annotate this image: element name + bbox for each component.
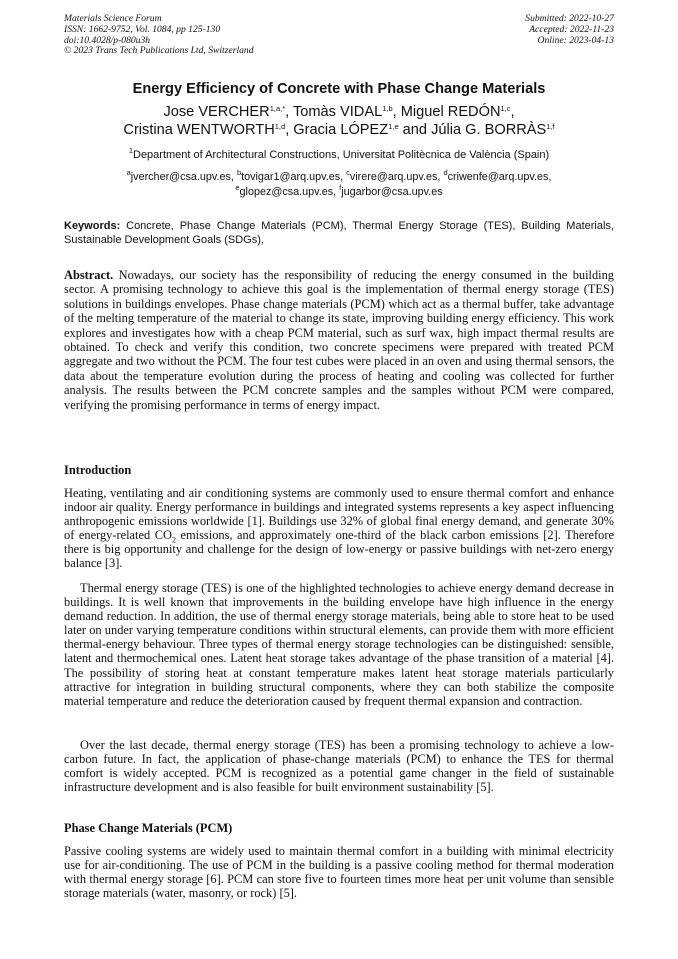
email-sup: f xyxy=(339,183,342,192)
email-sup: b xyxy=(236,168,242,177)
author-line-1 xyxy=(0,103,678,121)
author-name: Jose VERCHER xyxy=(163,104,270,120)
email-link[interactable]: tovigar1@arq.upv.es, xyxy=(241,171,347,183)
copyright-line: © 2023 Trans Tech Publications Ltd, Switzerland xyxy=(64,45,254,57)
author-sup: 1,d xyxy=(274,122,286,131)
doi-line: doi:10.4028/p-080u3h xyxy=(64,34,151,46)
author-sup: 1,e xyxy=(388,122,399,131)
keywords-block xyxy=(64,219,614,247)
author-name: and Júlia G. BORRÀS xyxy=(398,122,547,138)
online-date: Online: 2023-04-13 xyxy=(537,34,614,46)
pcm-heading: Phase Change Materials (PCM) xyxy=(64,821,233,835)
email-sup: a xyxy=(126,168,131,177)
author-name: , Tomàs VIDAL xyxy=(285,104,383,120)
introduction-paragraph-3: Over the last decade, thermal energy storage (TES) has been a promising technology to achieve a low-carbon future. In fact, the application of phase-change materials (PCM) to enhance the TES for thermal comfort is widely accepted. PCM is recognized as a potential game changer in the field of sustainable infrastructure development and is also feasible for built environment sustainability [5]. xyxy=(64,738,614,795)
introduction-paragraph-1 xyxy=(64,486,614,571)
email-link[interactable]: glopez@csa.upv.es, xyxy=(239,186,340,198)
author-sup: 1,b xyxy=(382,104,393,113)
email-sup: d xyxy=(443,168,448,177)
email-sup: e xyxy=(235,183,240,192)
keywords-text: Concrete, Phase Change Materials (PCM), Thermal Energy Storage (TES), Building Materials, Sustainable Development Goals (SDGs), xyxy=(64,220,614,246)
email-sup: c xyxy=(346,168,350,177)
author-sep: , xyxy=(510,104,515,120)
paper-title: Energy Efficiency of Concrete with Phase Change Materials xyxy=(132,81,546,97)
author-sup: 1,f xyxy=(546,122,555,131)
introduction-paragraph-2: Thermal energy storage (TES) is one of the highlighted technologies to achieve energy demand decrease in buildings. It is well known that improvements in the building envelope have high influence in the energy demand reduction. In addition, the use of thermal energy storage materials, being able to store heat to be used later on under varying temperature conditions within structural elements, can provide them with more efficient thermal-energy behaviour. Three types of thermal energy storage technologies can be distinguished: sensible, latent and thermochemical ones. Latent heat storage takes advantage of the phase transition of a material [4]. The possibility of storing heat at constant temperature makes latent heat storage materials particularly attractive for integration in building structural components, where they can both stabilize the composite material temperature and reduce the deterioration caused by frequent thermal expansion and contraction. xyxy=(64,581,614,708)
pcm-paragraph-1: Passive cooling systems are widely used to maintain thermal comfort in a building with minimal electricity use for air-conditioning. The use of PCM in the building is a passive cooling method for thermal moderation with thermal energy storage [6]. PCM can store five to fourteen times more heat per unit volume than sensible storage materials (water, masonry, or rock) [5]. xyxy=(64,844,614,901)
issn-line: ISSN: 1662-9752, Vol. 1084, pp 125-130 xyxy=(64,23,221,35)
author-sup: 1,c xyxy=(500,104,511,113)
author-name: Cristina WENTWORTH xyxy=(123,122,275,138)
affiliation-sup: 1 xyxy=(128,146,133,155)
email-link[interactable]: criwenfe@arq.upv.es, xyxy=(447,171,552,183)
author-list xyxy=(0,103,678,139)
paragraph-text: Heating, ventilating and air conditioning systems are commonly used to ensure thermal comfort and enhance indoor air quality. Energy performance in buildings and integrated systems represents a key aspect influencing anthropogenic emissions worldwide [1]. Buildings use 32% of global final energy demand, and generate 30% of energy-related CO xyxy=(64,486,614,543)
introduction-heading: Introduction xyxy=(64,463,132,477)
paragraph-text: emissions, and approximately one-third of the black carbon emissions [2]. Therefore there is big opportunity and challenge for the design of low-energy or passive buildings with net-zero energy balance [3]. xyxy=(64,528,614,571)
email-list xyxy=(0,170,678,200)
accepted-date: Accepted: 2022-11-23 xyxy=(529,23,614,35)
submitted-date: Submitted: 2022-10-27 xyxy=(525,13,614,24)
journal-name: Materials Science Forum xyxy=(64,13,162,24)
email-link[interactable]: jvercher@csa.upv.es, xyxy=(130,171,237,183)
dates-info xyxy=(525,14,614,46)
author-sup: 1,a,* xyxy=(269,104,286,113)
author-name: , Miguel REDÓN xyxy=(392,104,501,120)
journal-info xyxy=(64,14,254,57)
email-link[interactable]: virere@arq.upv.es, xyxy=(349,171,444,183)
author-line-2 xyxy=(0,121,678,139)
subscript: 2 xyxy=(171,535,176,545)
author-name: , Gracia LÓPEZ xyxy=(285,122,389,138)
abstract-block xyxy=(64,268,614,412)
abstract-label: Abstract. xyxy=(64,268,114,282)
abstract-text: Nowadays, our society has the responsibility of reducing the energy consumed in the building sector. A promising technology to achieve this goal is the implementation of thermal energy storage (TES) solutions in buildings envelopes. Phase change materials (PCM) which act as a thermal buffer, take advantage of the melting temperature of the material to change its state, improving building energy efficiency. This work explores and investigates how with a cheap PCM material, such as surf wax, high impact thermal results are obtained. To check and verify this condition, two concrete specimens were prepared with treated PCM aggregate and two without the PCM. The four test cubes were placed in an oven and using thermal sensors, the data about the temperature evolution during the process of heating and cooling was collected for further analysis. The results between the PCM concrete samples and the samples without PCM were compared, verifying the promising performance in terms of energy impact. xyxy=(64,268,614,412)
affiliation xyxy=(0,146,678,161)
email-link[interactable]: jugarbor@csa.upv.es xyxy=(341,186,443,198)
email-line-2 xyxy=(0,185,678,200)
keywords-label: Keywords: xyxy=(64,220,127,232)
affiliation-text: Department of Architectural Constructions, Universitat Politècnica de València (Spain) xyxy=(133,149,550,161)
